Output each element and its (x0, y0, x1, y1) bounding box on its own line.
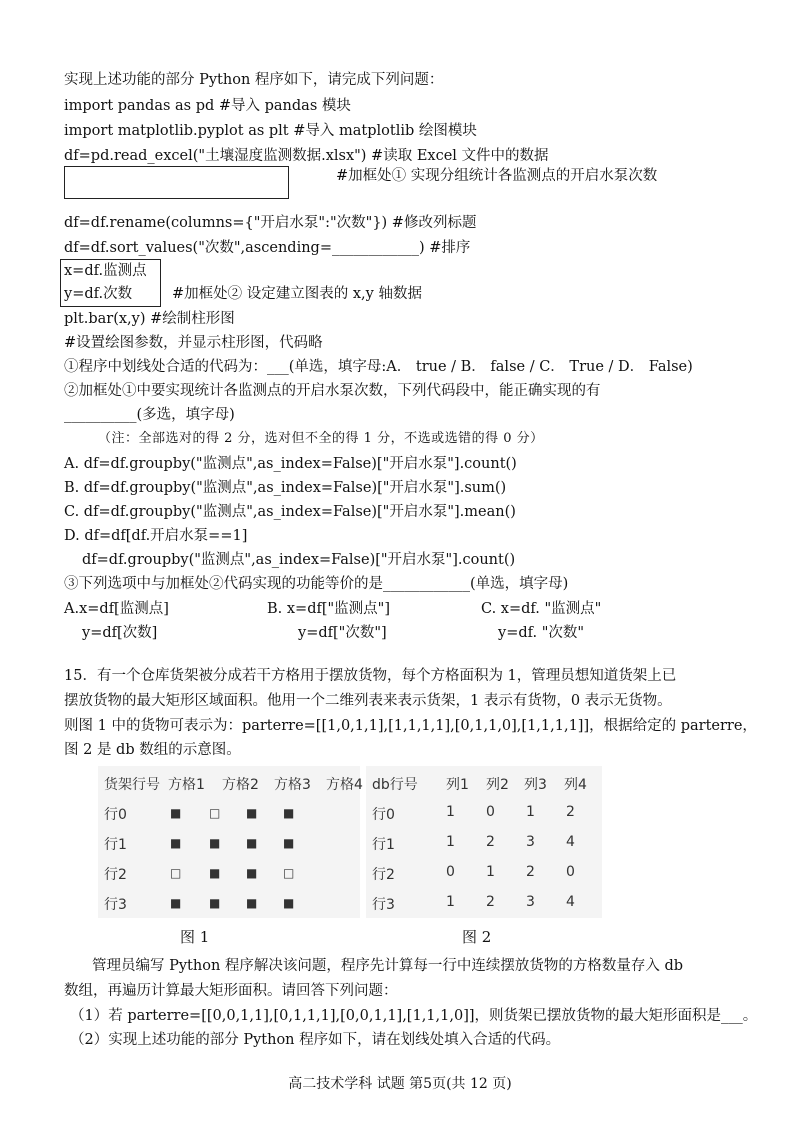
figure-2-table (366, 766, 602, 918)
q15-line: 15．有一个仓库货架被分成若干方格用于摆放货物，每个方格面积为 1，管理员想知道货架上已 (64, 668, 677, 684)
fig2-cell: 2 (566, 804, 575, 820)
code-line: y=df.次数 (64, 286, 133, 302)
fig1-header: 方格3 (274, 777, 311, 793)
fig1-cell: □ (283, 866, 295, 880)
fig2-row-label: 行1 (372, 837, 395, 853)
fig2-header: 列2 (486, 777, 509, 793)
page-footer: 高二技术学科 试题 第5页(共 12 页) (288, 1076, 512, 1092)
fig1-header: 方格2 (222, 777, 259, 793)
fig1-cell: ■ (246, 866, 258, 880)
intro-line: 实现上述功能的部分 Python 程序如下，请完成下列问题： (64, 72, 444, 88)
q15-sub-question-2: （2）实现上述功能的部分 Python 程序如下，请在划线处填入合适的代码。 (70, 1032, 561, 1048)
answer-box-1 (64, 166, 289, 199)
question-line: ③下列选项中与加框处②代码实现的功能等价的是____________(单选，填字母) (64, 576, 569, 592)
q15-line: 则图 1 中的货物可表示为：parterre=[[1,0,1,1],[1,1,1,1],[0,1,1,0],[1,1,1,1]]，根据给定的 parterre， (64, 718, 757, 734)
fig2-cell: 0 (486, 804, 495, 820)
fig2-row-label: 行0 (372, 807, 395, 823)
code-line: x=df.监测点 (64, 263, 147, 279)
option-a: A. df=df.groupby("监测点",as_index=False)["开启水泵"].count() (64, 456, 517, 472)
q15-paragraph: 数组，再遍历计算最大矩形面积。请回答下列问题： (64, 983, 398, 999)
fig2-cell: 1 (526, 804, 535, 820)
fig2-cell: 1 (446, 894, 455, 910)
figure-2-caption: 图 2 (462, 928, 492, 946)
fig1-cell: ■ (170, 896, 182, 910)
fig2-cell: 2 (526, 864, 535, 880)
code-line: plt.bar(x,y) #绘制柱形图 (64, 311, 235, 327)
fig1-cell: ■ (209, 866, 221, 880)
fig1-cell: ■ (170, 836, 182, 850)
fig1-cell: ■ (246, 896, 258, 910)
option-c-cont: y=df. "次数" (498, 625, 585, 641)
option-a-cont: y=df[次数] (82, 625, 158, 641)
fig2-cell: 1 (446, 804, 455, 820)
fig1-cell: ■ (283, 806, 295, 820)
code-line: df=df.rename(columns={"开启水泵":"次数"}) #修改列标题 (64, 215, 477, 231)
fig1-cell: ■ (209, 836, 221, 850)
fig2-cell: 2 (486, 834, 495, 850)
code-line: df=pd.read_excel("土壤湿度监测数据.xlsx") #读取 Excel 文件中的数据 (64, 148, 549, 164)
fig1-row-label: 行2 (104, 867, 127, 883)
code-line: df=df.sort_values("次数",ascending=____________) #排序 (64, 240, 471, 256)
question-line: ①程序中划线处合适的代码为：___(单选，填字母:A． true / B． false / C． True / D． False) (64, 359, 693, 375)
fig2-header: 列3 (524, 777, 547, 793)
fig2-cell: 0 (446, 864, 455, 880)
fig1-cell: ■ (170, 806, 182, 820)
fig2-cell: 2 (486, 894, 495, 910)
fig1-cell: □ (209, 806, 221, 820)
option-a: A.x=df[监测点] (64, 601, 169, 617)
fig2-cell: 4 (566, 894, 575, 910)
question-line: __________(多选，填字母) (64, 407, 235, 423)
option-d: D. df=df[df.开启水泵==1] (64, 528, 248, 544)
fig2-cell: 1 (446, 834, 455, 850)
option-c: C. x=df. "监测点" (481, 601, 602, 617)
question-line: ②加框处①中要实现统计各监测点的开启水泵次数，下列代码段中，能正确实现的有 (64, 383, 601, 399)
fig1-cell: ■ (246, 806, 258, 820)
figure-1-caption: 图 1 (180, 928, 210, 946)
fig2-row-label: 行2 (372, 867, 395, 883)
q15-paragraph: 管理员编写 Python 程序解决该问题，程序先计算每一行中连续摆放货物的方格数量存入 db (92, 958, 684, 974)
q15-line: 摆放货物的最大矩形区域面积。他用一个二维列表来表示货架，1 表示有货物，0 表示无货物。 (64, 693, 672, 709)
fig2-header: 列4 (564, 777, 587, 793)
fig2-cell: 3 (526, 834, 535, 850)
fig1-cell: ■ (246, 836, 258, 850)
fig2-cell: 4 (566, 834, 575, 850)
option-c: C. df=df.groupby("监测点",as_index=False)["开启水泵"].mean() (64, 504, 516, 520)
option-b-cont: y=df["次数"] (298, 625, 387, 641)
code-comment: #设置绘图参数，并显示柱形图，代码略 (64, 335, 323, 351)
score-note: （注：全部选对的得 2 分，选对但不全的得 1 分，不选或选错的得 0 分） (98, 431, 544, 446)
code-comment: #加框处① 实现分组统计各监测点的开启水泵次数 (336, 168, 658, 184)
fig1-cell: ■ (209, 896, 221, 910)
fig1-header: 方格1 (168, 777, 205, 793)
q15-sub-question-1: （1）若 parterre=[[0,0,1,1],[0,1,1,1],[0,0,1,1],[1,1,1,0]]，则货架已摆放货物的最大矩形面积是___。 (70, 1008, 758, 1024)
code-comment: #加框处② 设定建立图表的 x,y 轴数据 (172, 286, 422, 302)
fig2-row-label: 行3 (372, 897, 395, 913)
fig1-cell: ■ (283, 836, 295, 850)
fig2-header: 列1 (446, 777, 469, 793)
fig1-row-label: 行0 (104, 807, 127, 823)
fig2-header: db行号 (372, 777, 418, 793)
fig2-cell: 3 (526, 894, 535, 910)
code-line: import pandas as pd #导入 pandas 模块 (64, 98, 351, 114)
fig1-cell: ■ (283, 896, 295, 910)
option-b: B. df=df.groupby("监测点",as_index=False)["开启水泵"].sum() (64, 480, 507, 496)
fig1-row-label: 行1 (104, 837, 127, 853)
code-line: import matplotlib.pyplot as plt #导入 matplotlib 绘图模块 (64, 123, 477, 139)
fig1-row-label: 行3 (104, 897, 127, 913)
figure-1-table (98, 766, 363, 918)
q15-line: 图 2 是 db 数组的示意图。 (64, 742, 241, 758)
fig1-header: 方格4 (326, 777, 363, 793)
fig2-cell: 1 (486, 864, 495, 880)
fig1-header: 货架行号 (104, 777, 160, 793)
fig1-cell: □ (170, 866, 182, 880)
fig2-cell: 0 (566, 864, 575, 880)
option-b: B. x=df["监测点"] (267, 601, 391, 617)
option-d-cont: df=df.groupby("监测点",as_index=False)["开启水泵"].count() (82, 552, 516, 568)
